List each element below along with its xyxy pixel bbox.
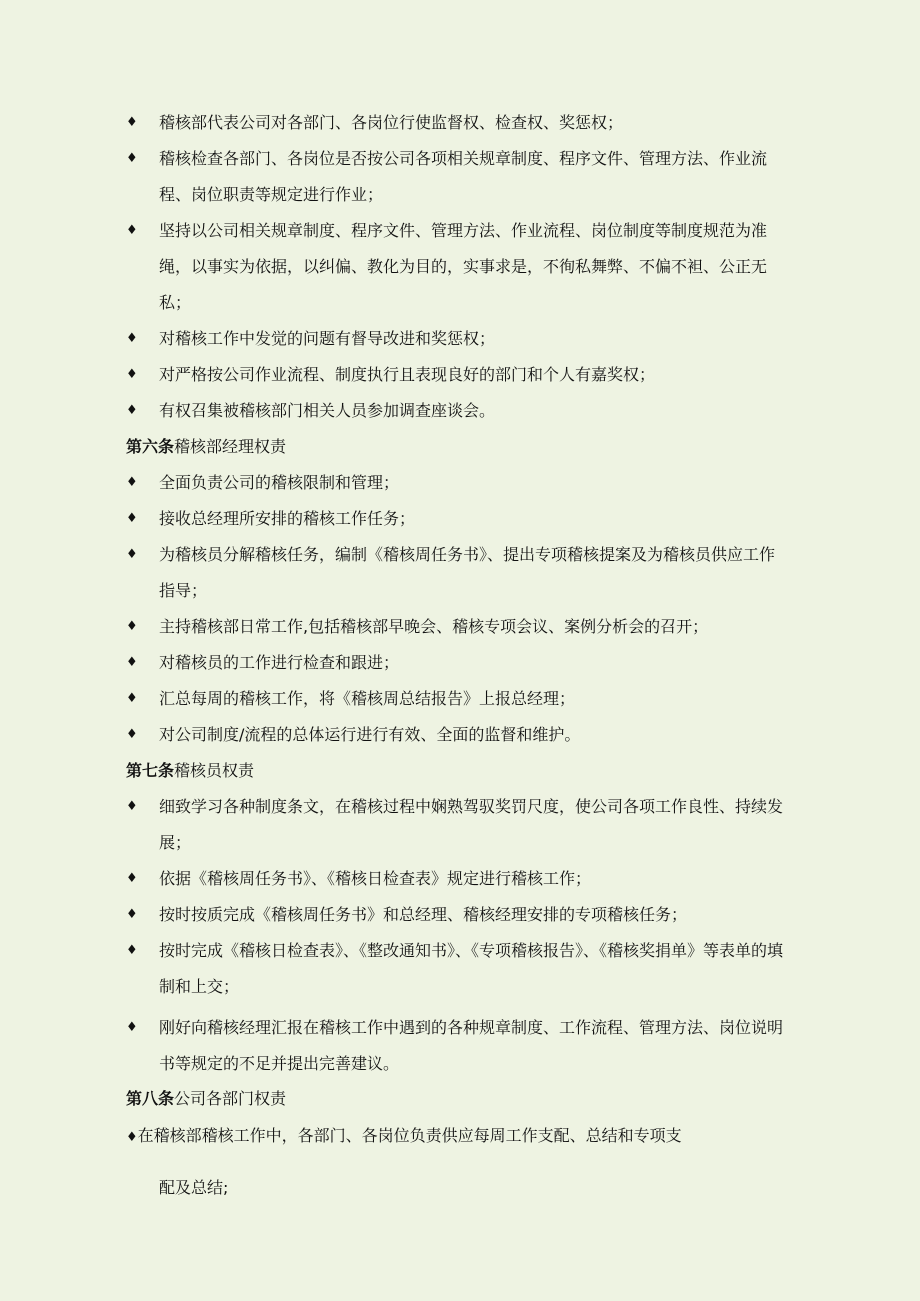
list-item-text: 细致学习各种制度条文，在稽核过程中娴熟驾驭奖罚尺度，使公司各项工作良性、持续发展； bbox=[159, 797, 784, 852]
diamond-bullet-icon: ♦ bbox=[126, 331, 138, 346]
list-item bbox=[126, 789, 790, 861]
list-item-text bbox=[126, 1118, 726, 1156]
list-item bbox=[126, 645, 790, 681]
list-item-text: 坚持以公司相关规章制度、程序文件、管理方法、作业流程、岗位制度等制度规范为准绳，以事实为依据，以纠偏、教化为目的，实事求是，不徇私舞弊、不偏不袒、公正无私； bbox=[159, 221, 768, 312]
list-item bbox=[126, 357, 790, 393]
list-item bbox=[126, 861, 790, 897]
diamond-bullet-icon: ♦ bbox=[126, 511, 138, 526]
section-heading bbox=[126, 1081, 286, 1117]
list-item bbox=[126, 141, 790, 213]
diamond-bullet-icon: ♦ bbox=[126, 223, 138, 238]
diamond-bullet-icon: ♦ bbox=[126, 655, 138, 670]
diamond-bullet-icon: ♦ bbox=[126, 475, 138, 490]
diamond-bullet-icon: ♦ bbox=[126, 871, 138, 886]
list-item-text: 按时按质完成《稽核周任务书》和总经理、稽核经理安排的专项稽核任务； bbox=[159, 905, 688, 924]
article-number: 第六条 bbox=[126, 437, 175, 456]
list-item bbox=[126, 537, 790, 609]
list-item-line-1: 在稽核部稽核工作中，各部门、各岗位负责供应每周工作支配、总结和专项支 bbox=[137, 1126, 682, 1145]
list-item-text: 对稽核员的工作进行检查和跟进； bbox=[159, 653, 400, 672]
article-title: 稽核员权责 bbox=[174, 761, 255, 780]
list-item bbox=[126, 609, 790, 645]
list-item bbox=[126, 933, 790, 1005]
diamond-bullet-icon: ♦ bbox=[126, 151, 138, 166]
list-item bbox=[126, 213, 790, 321]
list-item-text: 全面负责公司的稽核限制和管理； bbox=[159, 473, 400, 492]
list-item bbox=[126, 393, 790, 429]
list-item bbox=[126, 681, 790, 717]
diamond-bullet-icon: ♦ bbox=[126, 367, 138, 382]
diamond-bullet-icon: ♦ bbox=[126, 691, 138, 706]
list-item-text: 刚好向稽核经理汇报在稽核工作中遇到的各种规章制度、工作流程、管理方法、岗位说明书等规定的不足并提出完善建议。 bbox=[159, 1018, 784, 1073]
diamond-bullet-icon: ♦ bbox=[126, 727, 138, 742]
diamond-bullet-icon: ♦ bbox=[126, 403, 138, 418]
article-number: 第七条 bbox=[126, 761, 175, 780]
diamond-bullet-icon: ♦ bbox=[126, 619, 138, 634]
list-item-text: 对严格按公司作业流程、制度执行且表现良好的部门和个人有嘉奖权； bbox=[159, 365, 656, 384]
list-item bbox=[126, 717, 790, 753]
list-item-text: 接收总经理所安排的稽核工作任务； bbox=[159, 509, 416, 528]
diamond-bullet-icon: ♦ bbox=[126, 547, 138, 562]
list-item bbox=[126, 465, 790, 501]
article-number: 第八条 bbox=[126, 1089, 175, 1108]
list-item-text: 稽核部代表公司对各部门、各岗位行使监督权、检查权、奖惩权； bbox=[159, 113, 624, 132]
list-item-text: 为稽核员分解稽核任务，编制《稽核周任务书》、提出专项稽核提案及为稽核员供应工作指导； bbox=[159, 545, 776, 600]
diamond-bullet-icon: ♦ bbox=[126, 115, 138, 130]
article-title: 稽核部经理权责 bbox=[174, 437, 287, 456]
list-item bbox=[126, 1010, 790, 1082]
article-title: 公司各部门权责 bbox=[174, 1089, 287, 1108]
list-item-text: 有权召集被稽核部门相关人员参加调查座谈会。 bbox=[159, 401, 496, 420]
list-item-text: 主持稽核部日常工作,包括稽核部早晚会、稽核专项会议、案例分析会的召开； bbox=[159, 617, 709, 636]
section-heading bbox=[126, 753, 254, 789]
diamond-bullet-icon: ♦ bbox=[126, 943, 138, 958]
list-item-text: 对公司制度/流程的总体运行进行有效、全面的监督和维护。 bbox=[159, 725, 581, 744]
list-item bbox=[126, 321, 790, 357]
section-heading bbox=[126, 429, 286, 465]
list-item-line-2: 配及总结; bbox=[159, 1178, 229, 1197]
list-item bbox=[126, 501, 790, 537]
list-item-text: 稽核检查各部门、各岗位是否按公司各项相关规章制度、程序文件、管理方法、作业流程、岗位职责等规定进行作业； bbox=[159, 149, 768, 204]
list-item bbox=[126, 105, 790, 141]
list-item bbox=[126, 1118, 726, 1206]
list-item-text: 依据《稽核周任务书》、《稽核日检查表》规定进行稽核工作； bbox=[159, 869, 592, 888]
list-item-text: 按时完成《稽核日检查表》、《整改通知书》、《专项稽核报告》、《稽核奖捐单》等表单的填制和上交； bbox=[159, 941, 784, 996]
list-item-text: 汇总每周的稽核工作，将《稽核周总结报告》上报总经理； bbox=[159, 689, 576, 708]
diamond-bullet-icon: ♦ bbox=[126, 1020, 138, 1035]
list-item bbox=[126, 897, 790, 933]
diamond-bullet-icon: ♦ bbox=[126, 799, 138, 814]
diamond-bullet-icon: ♦ bbox=[126, 907, 138, 922]
diamond-bullet-icon: ♦ bbox=[126, 1130, 138, 1145]
list-item-text: 对稽核工作中发觉的问题有督导改进和奖惩权； bbox=[159, 329, 496, 348]
